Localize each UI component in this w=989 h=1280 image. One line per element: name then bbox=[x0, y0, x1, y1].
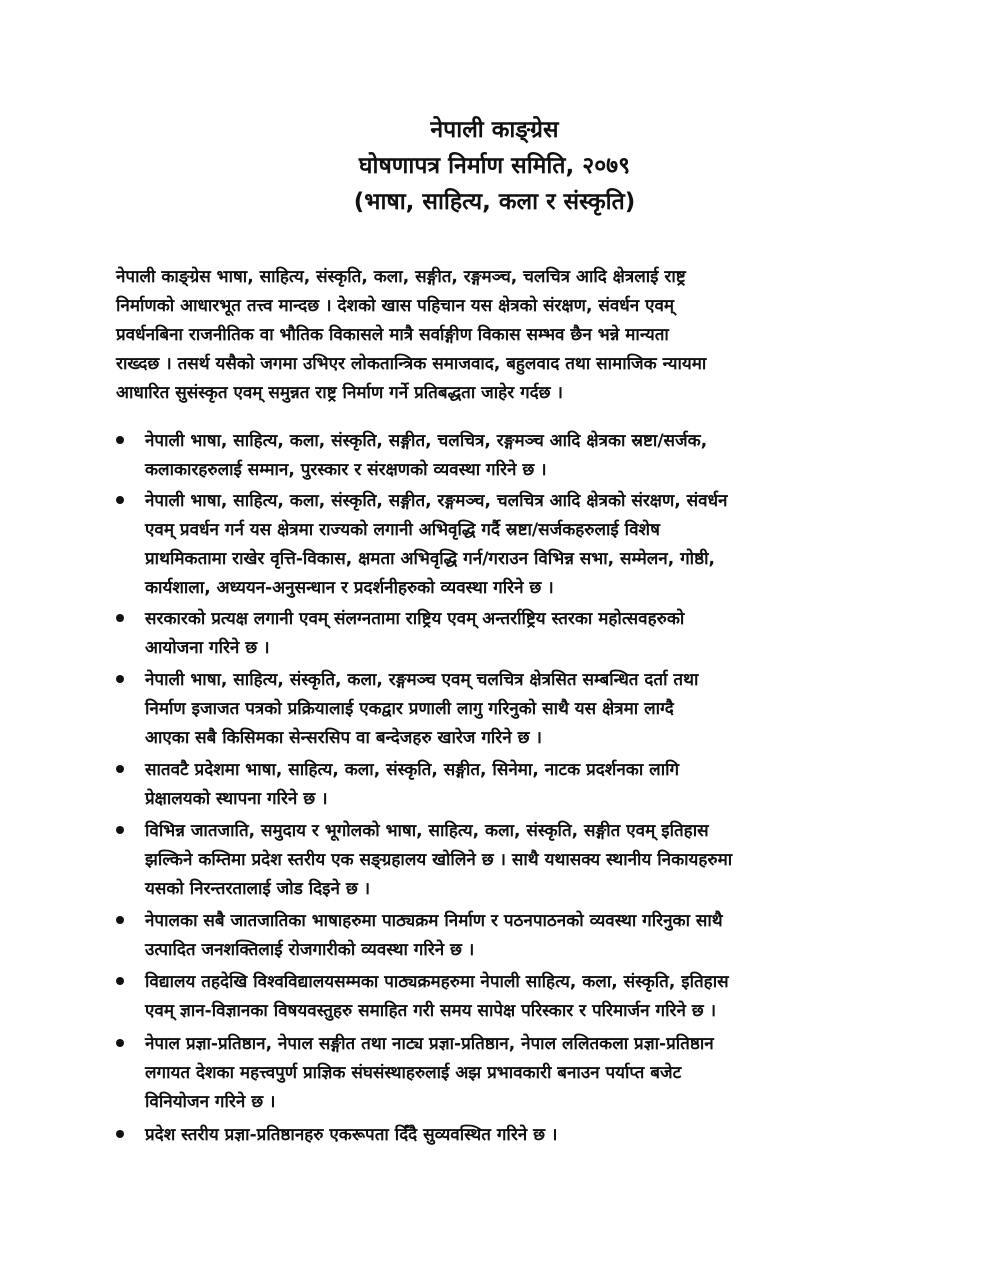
list-item-line: सरकारको प्रत्यक्ष लगानी एवम् संलग्नतामा राष्ट्रिय एवम् अन्तर्राष्ट्रिय स्तरका महोत्सवहरुको bbox=[145, 609, 685, 629]
list-item-text bbox=[145, 817, 874, 904]
list-item-line: सातवटै प्रदेशमा भाषा, साहित्य, कला, संस्कृति, सङ्गीत, सिनेमा, नाटक प्रदर्शनका लागि bbox=[145, 760, 680, 780]
bullet-icon bbox=[116, 436, 124, 444]
list-item-line: झल्किने कम्तिमा प्रदेश स्तरीय एक सङ्ग्रहालय खोलिने छ । साथै यथासक्य स्थानीय निकायहरुमा bbox=[145, 850, 733, 870]
bullet-icon bbox=[116, 614, 124, 622]
list-item-text bbox=[145, 907, 874, 965]
list-item-line: आयोजना गरिने छ । bbox=[145, 638, 270, 658]
list-item-text bbox=[145, 666, 874, 753]
list-item-text bbox=[145, 1030, 874, 1117]
list-item-text bbox=[145, 487, 874, 603]
bullet-icon bbox=[116, 916, 124, 924]
list-item-line: प्रदेश स्तरीय प्रज्ञा-प्रतिष्ठानहरु एकरूपता दिँदै सुव्यवस्थित गरिने छ । bbox=[145, 1125, 558, 1145]
list-item-line: नेपालका सबै जातजातिका भाषाहरुमा पाठ्यक्रम निर्माण र पठनपाठनको व्यवस्था गरिनुका साथै bbox=[145, 911, 723, 931]
intro-line: राख्दछ । तसर्थ यसैको जगमा उभिएर लोकतान्त्रिक समाजवाद, बहुलवाद तथा सामाजिक न्यायमा bbox=[116, 354, 707, 374]
list-item-line: उत्पादित जनशक्तिलाई रोजगारीको व्यवस्था गरिने छ । bbox=[145, 940, 475, 960]
list-item-line: आएका सबै किसिमका सेन्सरसिप वा बन्देजहरु खारेज गरिने छ । bbox=[145, 728, 542, 748]
bullet-icon bbox=[116, 496, 124, 504]
topic-title: (भाषा, साहित्य, कला र संस्कृति) bbox=[353, 189, 636, 215]
document-header bbox=[0, 112, 989, 220]
list-item-line: प्रेक्षालयको स्थापना गरिने छ । bbox=[145, 789, 328, 809]
list-item-line: नेपाली भाषा, साहित्य, कला, संस्कृति, सङ्गीत, रङ्गमञ्च, चलचित्र आदि क्षेत्रको संरक्षण, संवर्धन bbox=[145, 491, 728, 511]
list-item-text bbox=[145, 605, 874, 663]
list-item-line: निर्माण इजाजत पत्रको प्रक्रियालाई एकद्वार प्रणाली लागु गरिनुको साथै यस क्षेत्रमा लाग्दै bbox=[145, 699, 674, 719]
bullet-icon bbox=[116, 977, 124, 985]
list-item-line: प्राथमिकतामा राखेर वृत्ति-विकास, क्षमता अभिवृद्धि गर्न/गराउन विभिन्न सभा, सम्मेलन, गोष्ठी, bbox=[145, 549, 715, 569]
committee-title: घोषणापत्र निर्माण समिति, २०७९ bbox=[358, 153, 631, 179]
list-item-line: विद्यालय तहदेखि विश्वविद्यालयसम्मका पाठ्यक्रमहरुमा नेपाली साहित्य, कला, संस्कृति, इतिहास bbox=[145, 972, 729, 992]
list-item-line: कलाकारहरुलाई सम्मान, पुरस्कार र संरक्षणको व्यवस्था गरिने छ । bbox=[145, 460, 547, 480]
list-item-line: लगायत देशका महत्त्वपुर्ण प्राज्ञिक संघसंस्थाहरुलाई अझ प्रभावकारी बनाउन पर्याप्त बजेट bbox=[145, 1063, 682, 1083]
list-item-text bbox=[145, 756, 874, 814]
list-item-line: विभिन्न जातजाति, समुदाय र भूगोलको भाषा, साहित्य, कला, संस्कृति, सङ्गीत एवम् इतिहास bbox=[145, 821, 709, 841]
list-item-line: विनियोजन गरिने छ । bbox=[145, 1092, 276, 1112]
intro-line: निर्माणको आधारभूत तत्त्व मान्दछ । देशको खास पहिचान यस क्षेत्रको संरक्षण, संवर्धन एवम् bbox=[116, 296, 675, 316]
list-item-text bbox=[145, 1121, 874, 1150]
list-item-line: कार्यशाला, अध्ययन-अनुसन्धान र प्रदर्शनीहरुको व्यवस्था गरिने छ । bbox=[145, 578, 554, 598]
list-item-line: नेपाली भाषा, साहित्य, कला, संस्कृति, सङ्गीत, चलचित्र, रङ्गमञ्च आदि क्षेत्रका स्रष्टा/सर्जक, bbox=[145, 431, 708, 451]
bullet-icon bbox=[116, 675, 124, 683]
party-title: नेपाली काङ्ग्रेस bbox=[430, 117, 559, 143]
intro-paragraph bbox=[116, 263, 858, 408]
bullet-icon bbox=[116, 1130, 124, 1138]
bullet-icon bbox=[116, 1039, 124, 1047]
intro-line: प्रवर्धनबिना राजनीतिक वा भौतिक विकासले मात्रै सर्वाङ्गीण विकास सम्भव छैन भन्ने मान्यता bbox=[116, 325, 669, 345]
intro-line: नेपाली काङ्ग्रेस भाषा, साहित्य, संस्कृति, कला, सङ्गीत, रङ्गमञ्च, चलचित्र आदि क्षेत्रलाई राष्ट्र bbox=[116, 267, 686, 287]
list-item-line: एवम् ज्ञान-विज्ञानका विषयवस्तुहरु समाहित गरी समय सापेक्ष परिस्कार र परिमार्जन गरिने छ । bbox=[145, 1001, 717, 1021]
bullet-icon bbox=[116, 765, 124, 773]
intro-line: आधारित सुसंस्कृत एवम् समुन्नत राष्ट्र निर्माण गर्ने प्रतिबद्धता जाहेर गर्दछ । bbox=[116, 383, 563, 403]
list-item-line: यसको निरन्तरतालाई जोड दिइने छ । bbox=[145, 879, 371, 899]
list-item-line: नेपाल प्रज्ञा-प्रतिष्ठान, नेपाल सङ्गीत तथा नाट्य प्रज्ञा-प्रतिष्ठान, नेपाल ललितकला प्रज्ञा-प्रतिष्ठान bbox=[145, 1034, 714, 1054]
bullet-icon bbox=[116, 826, 124, 834]
list-item-text bbox=[145, 968, 874, 1026]
list-item-line: नेपाली भाषा, साहित्य, संस्कृति, कला, रङ्गमञ्च एवम् चलचित्र क्षेत्रसित सम्बन्धित दर्ता तथा bbox=[145, 670, 699, 690]
list-item-line: एवम् प्रवर्धन गर्न यस क्षेत्रमा राज्यको लगानी अभिवृद्धि गर्दै स्रष्टा/सर्जकहरुलाई विशेष bbox=[145, 520, 660, 540]
list-item-text bbox=[145, 427, 874, 485]
